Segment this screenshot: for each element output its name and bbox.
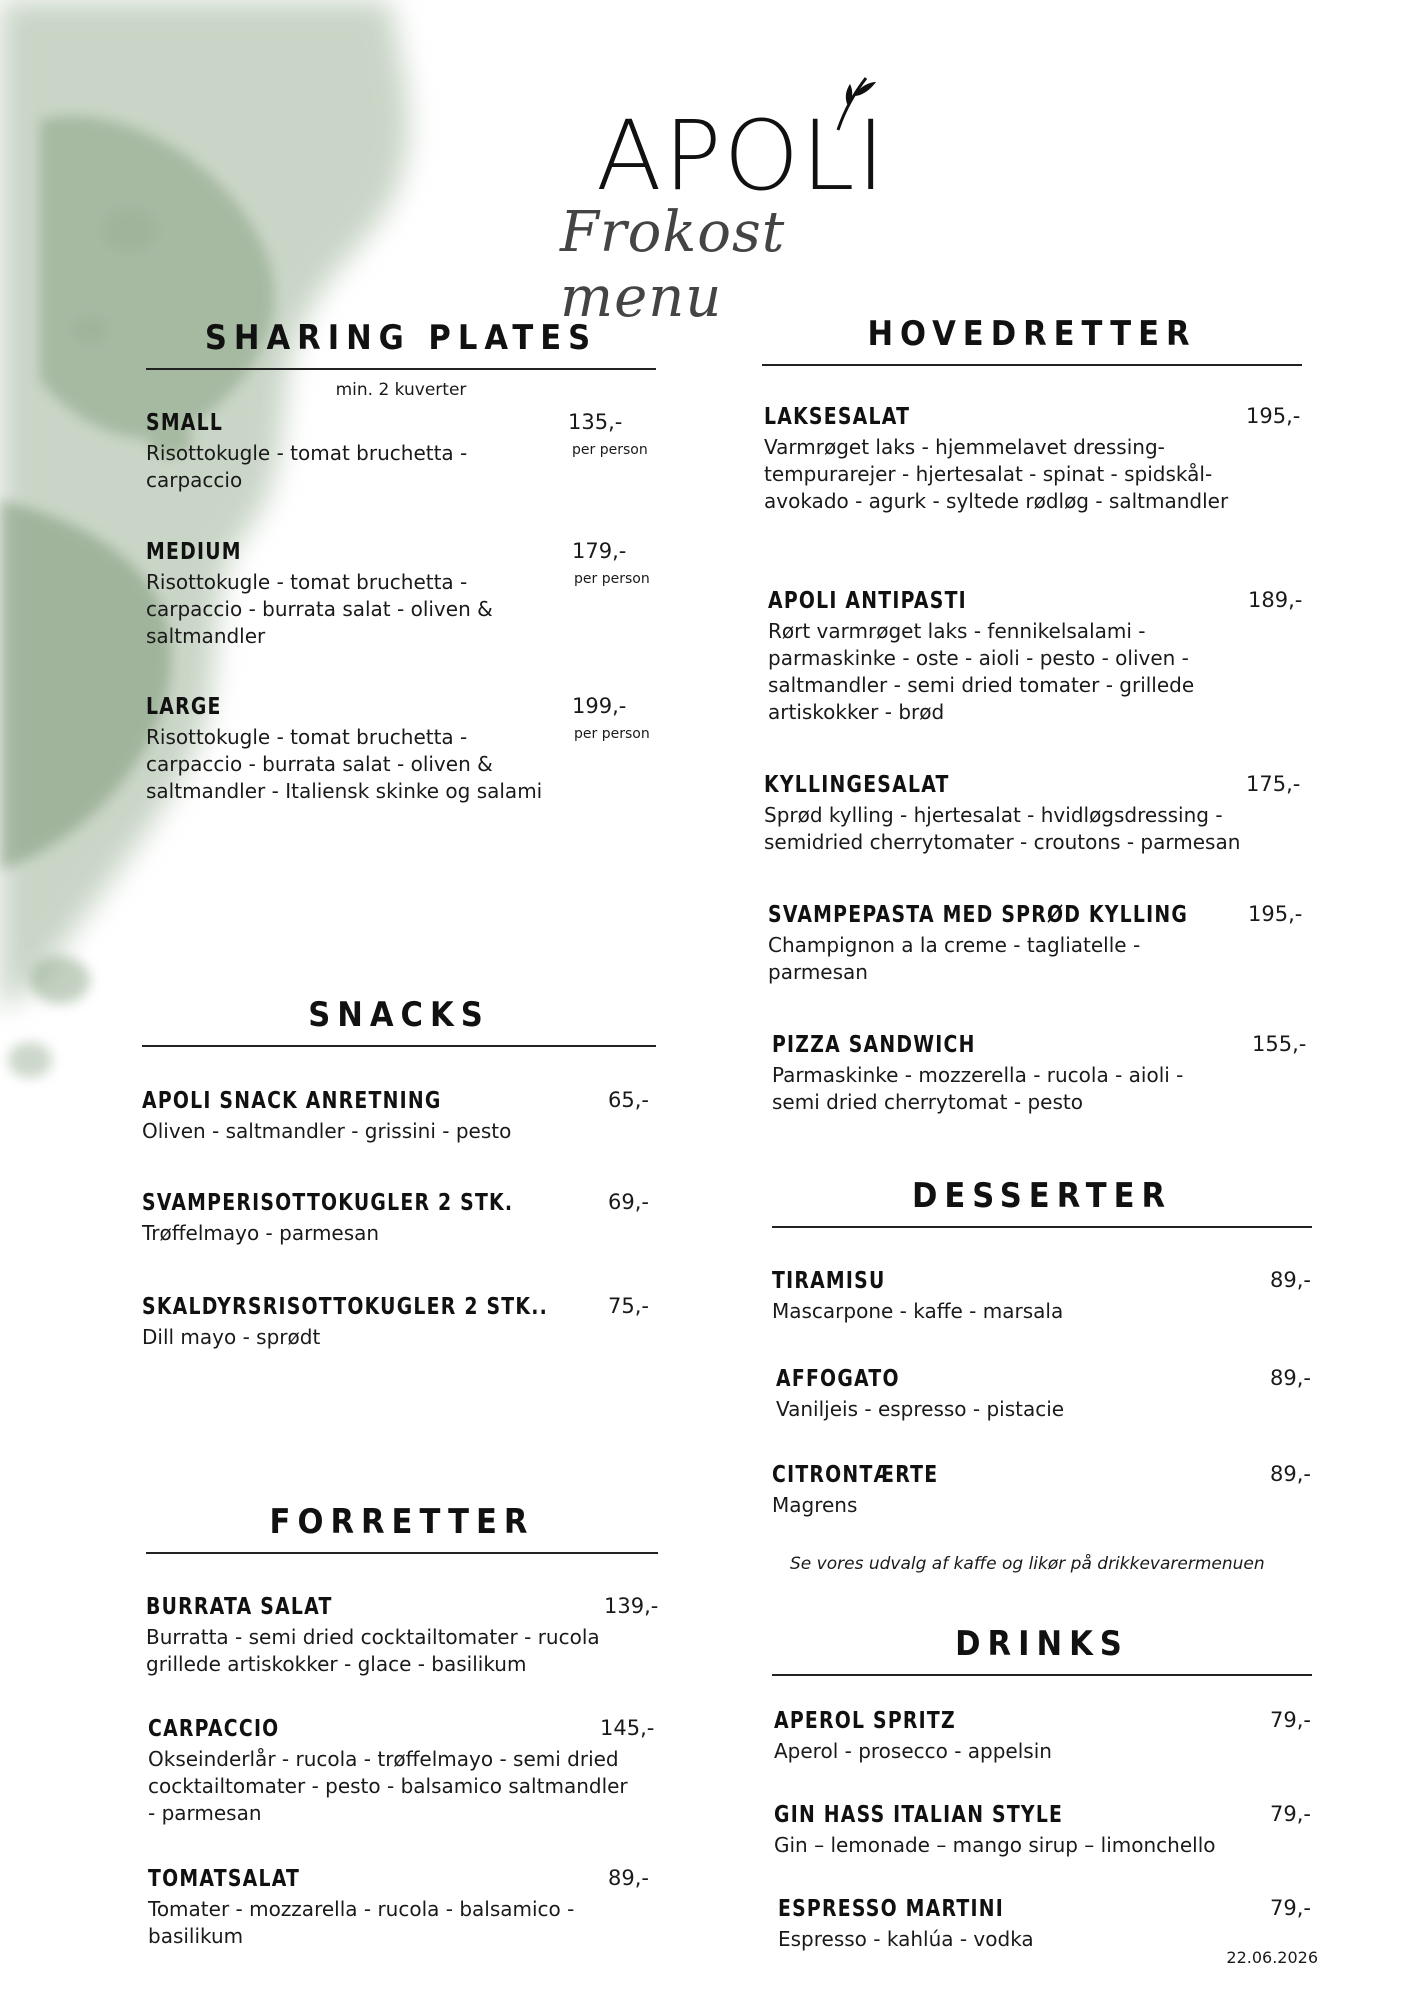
item-name: SKALDYRSRISOTTOKUGLER 2 STK.. (142, 1294, 549, 1320)
section-title: SHARING PLATES (146, 318, 656, 370)
item-description: Aperol - prosecco - appelsin (774, 1739, 1052, 1763)
menu-item (772, 1032, 1312, 1116)
item-name: APEROL SPRITZ (774, 1708, 956, 1734)
item-name: KYLLINGESALAT (764, 772, 950, 798)
item-description: Risottokugle - tomat bruchetta - carpaccio - burrata salat - oliven & saltmandler - Italiensk skinke og salami (146, 725, 543, 803)
item-price: 89,- (608, 1866, 649, 1890)
drinks-section (772, 1624, 1312, 1676)
menu-item (146, 539, 666, 650)
item-description: Dill mayo - sprødt (142, 1325, 321, 1349)
menu-item (764, 772, 1324, 856)
snacks-section (142, 995, 656, 1047)
item-name: ESPRESSO MARTINI (778, 1896, 1005, 1922)
menu-date: 22.06.2026 (1226, 1948, 1318, 1967)
item-name: TOMATSALAT (148, 1866, 301, 1892)
item-description: Risottokugle - tomat bruchetta - carpaccio (146, 441, 468, 492)
item-description: Rørt varmrøget laks - fennikelsalami - parmaskinke - oste - aioli - pesto - oliven - saltmandler - semi dried tomater - grillede artiskokker - brød (768, 619, 1195, 724)
menu-item (774, 1802, 1320, 1859)
menu-item (148, 1866, 668, 1950)
menu-item (768, 902, 1308, 986)
item-price-unit: per person (574, 571, 650, 587)
section-note: min. 2 kuverter (335, 380, 467, 400)
item-price: 135,- (568, 410, 623, 434)
section-title: FORRETTER (146, 1502, 658, 1554)
item-name: CARPACCIO (148, 1716, 280, 1742)
menu-item (142, 1088, 662, 1145)
item-name: SMALL (146, 410, 224, 436)
item-price: 195,- (1248, 902, 1303, 926)
item-price: 75,- (608, 1294, 649, 1318)
section-title: SNACKS (142, 995, 656, 1047)
item-description: Trøffelmayo - parmesan (142, 1221, 380, 1245)
item-name: GIN HASS ITALIAN STYLE (774, 1802, 1064, 1828)
menu-item (776, 1366, 1318, 1423)
item-price: 175,- (1246, 772, 1301, 796)
section-title: DESSERTER (772, 1176, 1312, 1228)
item-description: Champignon a la creme - tagliatelle - parmesan (768, 933, 1141, 984)
item-description: Varmrøget laks - hjemmelavet dressing- tempurarejer - hjertesalat - spinat - spidskål- avokado - agurk - syltede rødløg - saltmandler (764, 435, 1229, 513)
drinks-menu-note: Se vores udvalg af kaffe og likør på drikkevarermenuen (790, 1554, 1265, 1574)
forretter-section (146, 1502, 658, 1554)
menu-item (774, 1708, 1320, 1765)
item-name: MEDIUM (146, 539, 242, 565)
menu-item (146, 1594, 666, 1678)
menu-item (148, 1716, 668, 1827)
item-name: LARGE (146, 694, 222, 720)
sharing-plates-section (146, 318, 656, 400)
item-price: 145,- (600, 1716, 655, 1740)
item-description: Vaniljeis - espresso - pistacie (776, 1397, 1065, 1421)
item-description: Sprød kylling - hjertesalat - hvidløgsdressing - semidried cherrytomater - croutons - parmesan (764, 803, 1241, 854)
menu-item (772, 1462, 1318, 1519)
item-description: Burratta - semi dried cocktailtomater - rucola grillede artiskokker - glace - basilikum (146, 1625, 600, 1676)
menu-item (142, 1190, 662, 1247)
item-name: APOLI ANTIPASTI (768, 588, 967, 614)
item-description: Tomater - mozzarella - rucola - balsamico - basilikum (148, 1897, 575, 1948)
menu-item (778, 1896, 1320, 1953)
item-name: SVAMPERISOTTOKUGLER 2 STK. (142, 1190, 514, 1216)
menu-item (764, 404, 1304, 515)
item-price-unit: per person (572, 442, 648, 458)
desserter-section (772, 1176, 1312, 1228)
item-description: Risottokugle - tomat bruchetta - carpaccio - burrata salat - oliven & saltmandler (146, 570, 493, 648)
item-price: 199,- (572, 694, 627, 718)
item-name: LAKSESALAT (764, 404, 911, 430)
menu-item (142, 1294, 662, 1351)
item-price-unit: per person (574, 726, 650, 742)
item-description: Oliven - saltmandler - grissini - pesto (142, 1119, 512, 1143)
menu-item (146, 694, 666, 805)
item-price: 89,- (1270, 1366, 1311, 1390)
item-name: APOLI SNACK ANRETNING (142, 1088, 442, 1114)
item-price: 79,- (1270, 1708, 1311, 1732)
item-description: Espresso - kahlúa - vodka (778, 1927, 1034, 1951)
item-price: 179,- (572, 539, 627, 563)
menu-item (146, 410, 666, 494)
menu-item (768, 588, 1308, 726)
brand-logo (560, 80, 887, 330)
item-price: 189,- (1248, 588, 1303, 612)
item-price: 79,- (1270, 1896, 1311, 1920)
item-price: 89,- (1270, 1268, 1311, 1292)
brand-name: APOLI (596, 100, 887, 212)
item-name: CITRONTÆRTE (772, 1462, 939, 1488)
item-description: Okseinderlår - rucola - trøffelmayo - semi dried cocktailtomater - pesto - balsamico saltmandler - parmesan (148, 1747, 628, 1825)
item-name: TIRAMISU (772, 1268, 886, 1294)
item-name: SVAMPEPASTA MED SPRØD KYLLING (768, 902, 1189, 928)
menu-item (772, 1268, 1318, 1325)
item-price: 89,- (1270, 1462, 1311, 1486)
item-price: 79,- (1270, 1802, 1311, 1826)
item-price: 195,- (1246, 404, 1301, 428)
section-title: HOVEDRETTER (762, 314, 1302, 366)
item-description: Magrens (772, 1493, 858, 1517)
item-price: 65,- (608, 1088, 649, 1112)
item-name: AFFOGATO (776, 1366, 900, 1392)
hovedretter-section (762, 314, 1302, 366)
item-price: 69,- (608, 1190, 649, 1214)
item-description: Gin – lemonade – mango sirup – limonchello (774, 1833, 1216, 1857)
item-name: BURRATA SALAT (146, 1594, 333, 1620)
item-price: 139,- (604, 1594, 659, 1618)
item-name: PIZZA SANDWICH (772, 1032, 976, 1058)
brand-subtitle: Frokost menu (560, 200, 786, 330)
item-description: Mascarpone - kaffe - marsala (772, 1299, 1064, 1323)
item-description: Parmaskinke - mozzerella - rucola - aioli - semi dried cherrytomat - pesto (772, 1063, 1184, 1114)
item-price: 155,- (1252, 1032, 1307, 1056)
section-title: DRINKS (772, 1624, 1312, 1676)
